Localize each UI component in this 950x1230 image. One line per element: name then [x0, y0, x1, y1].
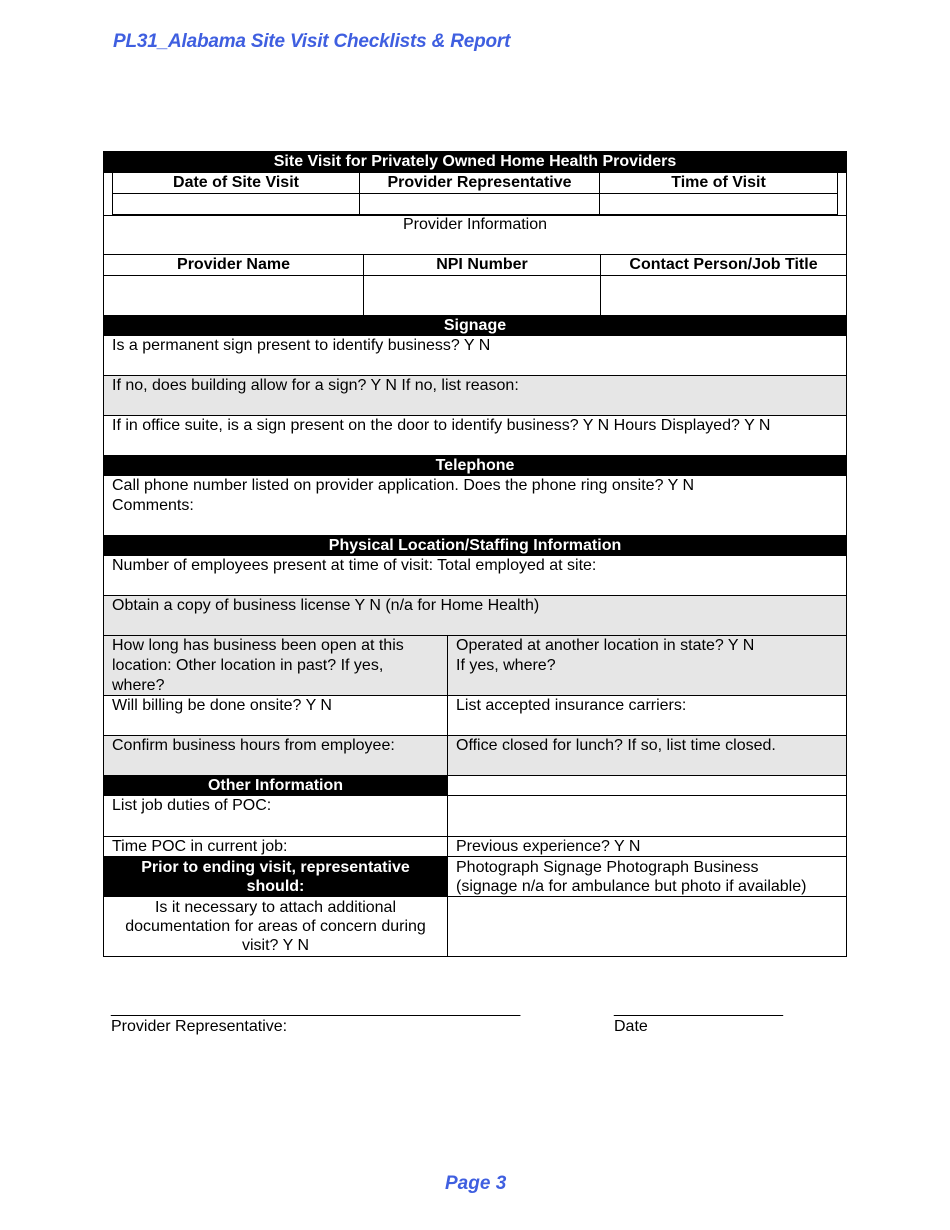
date-of-visit-field[interactable]: [113, 194, 359, 214]
prior-header: Prior to ending visit, representative should:: [104, 857, 447, 896]
npi-number-field[interactable]: [363, 276, 600, 315]
business-open-question: How long has business been open at this location: Other location in past? If yes, where?: [112, 637, 404, 694]
page-number: Page 3: [445, 1173, 507, 1194]
physical-location-header: Physical Location/Staffing Information: [104, 536, 846, 556]
visit-entry-row: [113, 194, 837, 214]
telephone-header: Telephone: [104, 456, 846, 476]
attach-docs-blank: [447, 897, 846, 956]
date-of-visit-header: Date of Site Visit: [173, 174, 299, 191]
site-visit-form: [103, 151, 847, 957]
photograph-line2: (signage n/a for ambulance but photo if available): [456, 878, 807, 895]
poc-duties-blank: [447, 796, 846, 836]
poc-duties-question: List job duties of POC:: [112, 797, 272, 814]
provider-name-field[interactable]: [104, 276, 363, 315]
visit-info-table: [112, 172, 838, 215]
signage-q1: Is a permanent sign present to identify business? Y N: [104, 336, 846, 376]
rep-signature-line: ______________________________________________: [111, 1000, 521, 1017]
other-info-header: Other Information: [104, 776, 447, 795]
provider-rep-field[interactable]: [359, 194, 599, 214]
attach-docs-row: [104, 897, 846, 956]
poc-time-question: Time POC in current job:: [112, 838, 288, 855]
date-signature-line: ___________________: [614, 1000, 784, 1017]
photograph-instructions: [447, 857, 846, 896]
rep-signature-label: Provider Representative:: [111, 1018, 288, 1035]
insurance-carriers-question: List accepted insurance carriers:: [447, 696, 846, 735]
form-title: Site Visit for Privately Owned Home Health Providers: [104, 152, 846, 173]
business-hours-question: Confirm business hours from employee:: [112, 737, 395, 754]
physical-q4-row: [104, 696, 846, 736]
signage-header: Signage: [104, 316, 846, 336]
telephone-block: [104, 476, 846, 536]
other-info-row: [104, 776, 846, 796]
time-of-visit-field[interactable]: [599, 194, 837, 214]
document-title: PL31_Alabama Site Visit Checklists & Report: [113, 31, 511, 52]
provider-entry-row: [104, 276, 846, 316]
contact-person-header: Contact Person/Job Title: [600, 255, 846, 275]
telephone-q1: Call phone number listed on provider application. Does the phone ring onsite? Y N: [112, 477, 694, 494]
other-location-line1: Operated at another location in state? Y N: [456, 637, 755, 654]
attach-docs-question: Is it necessary to attach additional documentation for areas of concern during visit? Y N: [125, 899, 426, 954]
provider-rep-header: Provider Representative: [359, 173, 599, 193]
physical-q1: Number of employees present at time of visit: Total employed at site:: [104, 556, 846, 596]
provider-header-row: [104, 255, 846, 276]
provider-name-header: Provider Name: [177, 256, 290, 273]
physical-q2: Obtain a copy of business license Y N (n/a for Home Health): [104, 596, 846, 636]
other-info-blank: [447, 776, 846, 795]
time-of-visit-header: Time of Visit: [599, 173, 837, 193]
signage-q3: If in office suite, is a sign present on the door to identify business? Y N Hours Displayed? Y N: [104, 416, 846, 456]
prior-row: [104, 857, 846, 897]
photograph-line1: Photograph Signage Photograph Business: [456, 859, 759, 876]
other-q1-row: [104, 796, 846, 837]
date-signature-label: Date: [614, 1018, 648, 1035]
billing-onsite-question: Will billing be done onsite? Y N: [112, 697, 332, 714]
contact-person-field[interactable]: [600, 276, 846, 315]
other-q2-row: [104, 837, 846, 857]
physical-q3-row: [104, 636, 846, 696]
signage-q2: If no, does building allow for a sign? Y N If no, list reason:: [104, 376, 846, 416]
npi-number-header: NPI Number: [363, 255, 600, 275]
visit-header-row: [113, 173, 837, 194]
other-location-line2: If yes, where?: [456, 657, 556, 674]
previous-experience-question: Previous experience? Y N: [447, 837, 846, 856]
other-location-question: [447, 636, 846, 695]
lunch-closed-question: Office closed for lunch? If so, list time closed.: [447, 736, 846, 775]
provider-info-label: Provider Information: [104, 215, 846, 255]
telephone-comments: Comments:: [112, 497, 194, 514]
physical-q5-row: [104, 736, 846, 776]
